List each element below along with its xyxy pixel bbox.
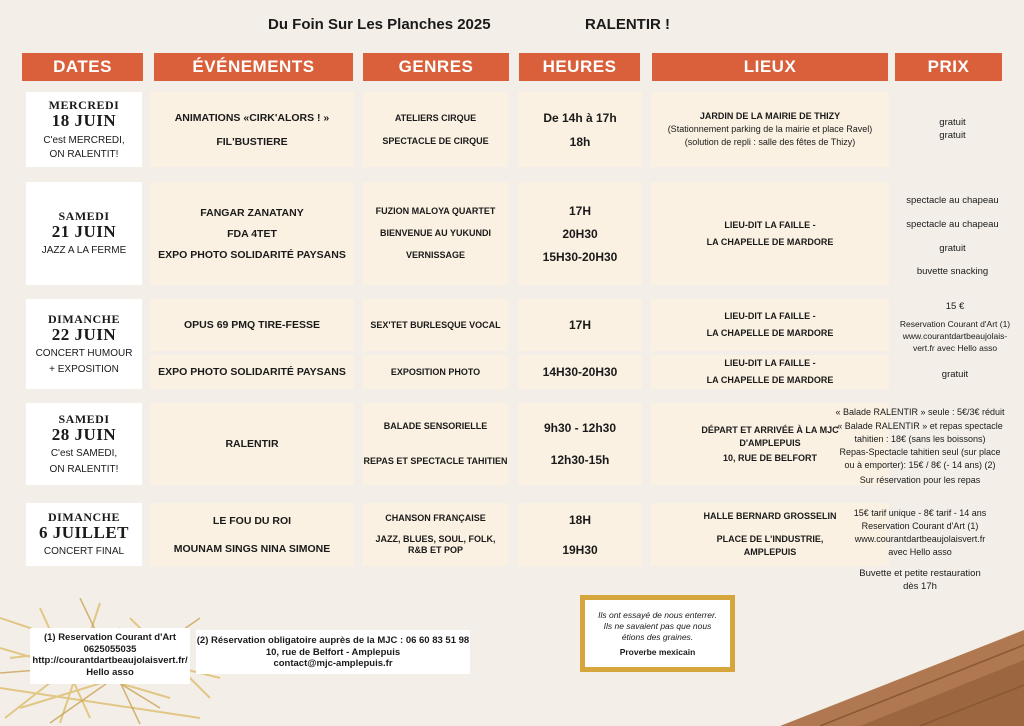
hour: 18H: [568, 512, 591, 527]
tagline: CONCERT FINAL: [43, 546, 125, 557]
events-cell: [150, 403, 354, 485]
hour: 19H30: [562, 542, 598, 557]
price-line: Buvette et petite restauration: [859, 568, 981, 579]
proverb-line: Ils ont essayé de nous enterrer.: [598, 609, 717, 620]
proverb-line: étions des graines.: [621, 631, 694, 642]
hour: 17H: [568, 318, 591, 332]
genre: R&B ET POP: [407, 545, 463, 555]
venue-cell: [651, 182, 889, 285]
venue-name: LA CHAPELLE DE MARDORE: [706, 375, 834, 385]
tagline: ON RALENTIT!: [49, 463, 119, 475]
footnote-line: (1) Reservation Courant d'Art: [43, 632, 177, 643]
venue-name: LIEU-DIT LA FAILLE -: [724, 311, 816, 321]
proverb-source: Proverbe mexicain: [619, 646, 696, 657]
price-line: vert.fr avec Hello asso: [912, 343, 998, 353]
col-header-venues: LIEUX: [652, 53, 888, 81]
date-value: 21 JUIN: [51, 222, 117, 241]
venue-cell: [651, 92, 889, 167]
event-name: EXPO PHOTO SOLIDARITÉ PAYSANS: [158, 248, 346, 261]
price-line: gratuit: [941, 369, 969, 380]
genres-cell: [363, 355, 508, 389]
day-name: MERCREDI: [48, 97, 120, 112]
col-header-genres: GENRES: [363, 53, 509, 81]
day-name: DIMANCHE: [48, 311, 120, 326]
day-name: SAMEDI: [58, 209, 110, 223]
price-line: gratuit: [939, 117, 966, 128]
price-line: 15 €: [945, 301, 965, 312]
day-name: SAMEDI: [58, 411, 110, 426]
tagline: JAZZ A LA FERME: [41, 245, 127, 256]
tagline: + EXPOSITION: [49, 363, 119, 375]
footnote-line: Hello asso: [86, 666, 134, 678]
footnote-line: (2) Réservation obligatoire auprès de la MJC : 06 60 83 51 98: [196, 635, 470, 646]
hour: 12h30-15h: [550, 453, 610, 467]
hour: 15H30-20H30: [542, 249, 618, 264]
hours-cell: [518, 182, 642, 285]
event-name: RALENTIR: [225, 438, 279, 450]
event-name: FIL'BUSTIERE: [216, 135, 288, 148]
proverb-box: [585, 600, 730, 667]
price-line: ou à emporter): 15€ / 8€ (- 14 ans) (2): [844, 460, 996, 470]
venue-name: AMPLEPUIS: [743, 547, 797, 557]
venue-name: DÉPART ET ARRIVÉE À LA MJC: [701, 424, 839, 435]
venue-detail: (solution de repli : salle des fêtes de Thizy): [684, 137, 856, 147]
events-cell: [150, 92, 354, 167]
price-line: www.courantdartbeaujolais-: [902, 331, 1008, 341]
event-name: LE FOU DU ROI: [212, 514, 292, 527]
hour: 9h30 - 12h30: [543, 421, 617, 435]
hours-cell: [518, 503, 642, 566]
price-line: avec Hello asso: [888, 547, 952, 557]
tagline: CONCERT HUMOUR: [35, 347, 133, 359]
genre: BIENVENUE AU YUKUNDI: [379, 228, 491, 238]
footnote-reservation-mjc: [196, 630, 470, 674]
price-line: tahitien : 18€ (sans les boissons): [854, 434, 986, 444]
venue-name: 10, RUE DE BELFORT: [722, 452, 817, 463]
wood-plank-decoration: [740, 600, 1024, 726]
proverb-line: Ils ne savaient pas que nous: [603, 620, 712, 631]
genres-cell: [363, 503, 508, 566]
footnote-line: 0625055035: [83, 643, 137, 655]
footnote-line: 10, rue de Belfort - Amplepuis: [265, 646, 401, 658]
genres-cell: [363, 299, 508, 351]
event-name: FDA 4TET: [227, 227, 277, 240]
price-line: Repas-Spectacle tahitien seul (sur place: [839, 447, 1001, 457]
events-cell: [150, 299, 354, 351]
price-line: Reservation Courant d'Art (1): [861, 521, 979, 531]
hour: 20H30: [562, 226, 598, 241]
price-line: gratuit: [939, 130, 966, 141]
genre: SPECTACLE DE CIRQUE: [382, 135, 489, 146]
venue-name: LA CHAPELLE DE MARDORE: [706, 328, 834, 338]
price-line: spectacle au chapeau: [906, 195, 999, 206]
hours-cell: [518, 355, 642, 389]
venue-detail: (Stationnement parking de la mairie et place Ravel): [667, 124, 873, 134]
genre: REPAS ET SPECTACLE TAHITIEN: [363, 456, 508, 466]
price-line: buvette snacking: [916, 266, 989, 277]
genres-cell: [363, 182, 508, 285]
row-date: [26, 299, 142, 389]
hours-cell: [518, 299, 642, 351]
date-value: 18 JUIN: [51, 110, 117, 130]
tagline: C'est MERCREDI,: [43, 134, 125, 146]
hour: 17H: [568, 203, 591, 218]
genre: SEX'TET BURLESQUE VOCAL: [370, 319, 501, 330]
venue-name: LA CHAPELLE DE MARDORE: [706, 236, 834, 247]
events-cell: [150, 355, 354, 389]
hour: 18h: [569, 134, 591, 149]
price-line: « Balade RALENTIR » et repas spectacle: [837, 421, 1003, 431]
col-header-prices: PRIX: [895, 53, 1002, 81]
price-line: www.courantdartbeaujolaisvert.fr: [854, 534, 986, 544]
genre: JAZZ, BLUES, SOUL, FOLK,: [375, 534, 496, 544]
event-name: EXPO PHOTO SOLIDARITÉ PAYSANS: [158, 366, 346, 378]
price-line: spectacle au chapeau: [906, 219, 999, 230]
genre: ATELIERS CIRQUE: [394, 112, 477, 123]
genres-cell: [363, 403, 508, 485]
price-line: « Balade RALENTIR » seule : 5€/3€ réduit: [835, 407, 1005, 417]
genre: BALADE SENSORIELLE: [383, 421, 488, 431]
price-line: dès 17h: [903, 581, 937, 592]
date-value: 28 JUIN: [51, 424, 117, 444]
footnote-line: http://courantdartbeaujolaisvert.fr/: [32, 655, 188, 666]
venue-name: PLACE DE L'INDUSTRIE,: [716, 534, 824, 544]
venue-name: JARDIN DE LA MAIRIE DE THIZY: [699, 111, 841, 121]
price-line: 15€ tarif unique - 8€ tarif - 14 ans: [853, 508, 987, 518]
venue-name: HALLE BERNARD GROSSELIN: [703, 511, 837, 521]
venue-name: LIEU-DIT LA FAILLE -: [724, 358, 816, 368]
price-line: Reservation Courant d'Art (1): [899, 319, 1011, 329]
venue-name: D'AMPLEPUIS: [739, 437, 801, 448]
festival-subtitle: RALENTIR !: [585, 16, 670, 33]
date-value: 22 JUIN: [51, 324, 117, 344]
row-date: [26, 182, 142, 285]
day-name: DIMANCHE: [48, 510, 120, 524]
venue-name: LIEU-DIT LA FAILLE -: [724, 219, 816, 230]
genres-cell: [363, 92, 508, 167]
row-date: [26, 503, 142, 566]
price-line: Sur réservation pour les repas: [859, 475, 981, 485]
hours-cell: [518, 403, 642, 485]
tagline: C'est SAMEDI,: [50, 447, 118, 459]
event-name: ANIMATIONS «CIRK'ALORS ! »: [174, 111, 330, 124]
event-name: FANGAR ZANATANY: [200, 206, 304, 219]
genre: EXPOSITION PHOTO: [390, 366, 481, 377]
price-line: gratuit: [939, 243, 966, 254]
row-date: [26, 92, 142, 167]
genre: VERNISSAGE: [405, 250, 465, 260]
footnote-line: contact@mjc-amplepuis.fr: [273, 658, 393, 669]
col-header-hours: HEURES: [519, 53, 640, 81]
venue-cell: [651, 355, 889, 389]
col-header-dates: DATES: [22, 53, 143, 81]
date-value: 6 JUILLET: [39, 523, 129, 542]
hour: De 14h à 17h: [543, 110, 617, 125]
genre: FUZION MALOYA QUARTET: [375, 206, 496, 216]
hours-cell: [518, 92, 642, 167]
event-name: MOUNAM SINGS NINA SIMONE: [173, 542, 331, 555]
col-header-events: ÉVÉNEMENTS: [154, 53, 353, 81]
footnote-reservation-courant-dart: [30, 628, 190, 684]
events-cell: [150, 503, 354, 566]
venue-cell: [651, 299, 889, 351]
proverb-frame: [580, 595, 735, 672]
event-name: OPUS 69 PMQ TIRE-FESSE: [184, 319, 320, 331]
genre: CHANSON FRANÇAISE: [385, 513, 486, 523]
events-cell: [150, 182, 354, 285]
row-date: [26, 403, 142, 485]
tagline: ON RALENTIT!: [49, 148, 119, 160]
festival-title: Du Foin Sur Les Planches 2025: [268, 16, 491, 33]
hour: 14H30-20H30: [542, 365, 618, 379]
